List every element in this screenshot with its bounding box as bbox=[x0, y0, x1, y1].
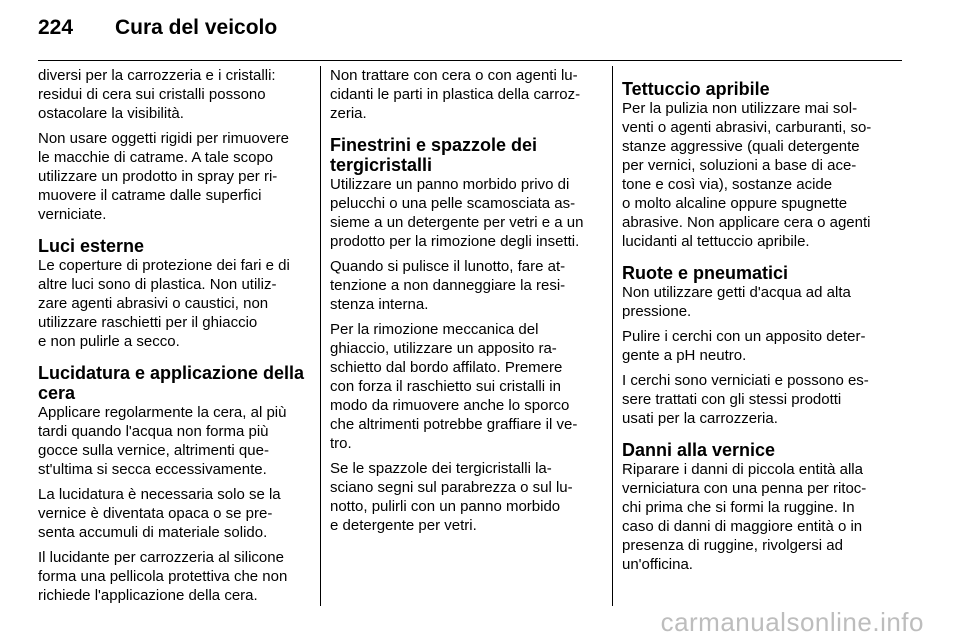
paragraph: Pulire i cerchi con un apposito deter- gente a pH neutro. bbox=[622, 328, 866, 364]
paragraph: Per la pulizia non utilizzare mai sol- venti o agenti abrasivi, carburanti, so- stanze aggressive (quali detergente per vernici, soluzioni a base di ace- tone e così via), sostanze acide o molto alcaline oppure spugnette abrasive. Non applicare cera o agenti lucidanti al tettuccio apribile. bbox=[622, 100, 872, 250]
heading-tettuccio: Tettuccio apribile bbox=[622, 79, 770, 99]
watermark: carmanualsonline.info bbox=[660, 607, 924, 637]
paragraph: Le coperture di protezione dei fari e di altre luci sono di plastica. Non utiliz- zare agenti abrasivi o caustici, non utilizzare raschietti per il ghiaccio e non pulirle a secco. bbox=[38, 257, 290, 350]
page-title: Cura del veicolo bbox=[115, 16, 278, 39]
column-divider bbox=[320, 66, 321, 606]
paragraph: Utilizzare un panno morbido privo di pelucchi o una pelle scamosciata as- sieme a un detergente per vetri e a un prodotto per la rimozione degli insetti. bbox=[330, 176, 584, 250]
heading-danni: Danni alla vernice bbox=[622, 440, 776, 460]
column-left bbox=[38, 66, 310, 611]
column-right bbox=[622, 66, 904, 580]
paragraph: Il lucidante per carrozzeria al silicone forma una pellicola protettiva che non richiede l'applicazione della cera. bbox=[38, 549, 288, 604]
paragraph: Quando si pulisce il lunotto, fare at- tenzione a non danneggiare la resi- stenza interna. bbox=[330, 258, 566, 313]
paragraph: Se le spazzole dei tergicristalli la- sciano segni sul parabrezza o sul lu- notto, pulirli con un panno morbido e detergente per vetri. bbox=[330, 460, 573, 534]
header-rule bbox=[38, 60, 902, 61]
page-number: 224 bbox=[38, 16, 74, 39]
paragraph: Non usare oggetti rigidi per rimuovere le macchie di catrame. A tale scopo utilizzare un prodotto in spray per ri- muovere il catrame dalle superfici verniciate. bbox=[38, 130, 289, 223]
heading-ruote: Ruote e pneumatici bbox=[622, 263, 789, 283]
paragraph: I cerchi sono verniciati e possono es- sere trattati con gli stessi prodotti usati per la carrozzeria. bbox=[622, 372, 869, 427]
column-divider bbox=[612, 66, 613, 606]
paragraph: Riparare i danni di piccola entità alla verniciatura con una penna per ritoc- chi prima che si formi la ruggine. In caso di danni di maggiore entità o in presenza di ruggine, rivolgersi ad un'officina. bbox=[622, 461, 867, 573]
paragraph: diversi per la carrozzeria e i cristalli: residui di cera sui cristalli possono ostacolare la visibilità. bbox=[38, 67, 276, 122]
paragraph: Per la rimozione meccanica del ghiaccio, utilizzare un apposito ra- schietto dal bordo affilato. Premere con forza il raschietto sui cristalli in modo da rimuovere anche lo sporco che altrimenti potrebbe graffiare il ve- tro. bbox=[330, 321, 578, 452]
heading-lucidatura: Lucidatura e applicazione della cera bbox=[38, 363, 305, 403]
paragraph: Non trattare con cera o con agenti lu- cidanti le parti in plastica della carroz- zeria. bbox=[330, 67, 581, 122]
heading-finestrini: Finestrini e spazzole dei tergicristalli bbox=[330, 135, 538, 175]
paragraph: Applicare regolarmente la cera, al più tardi quando l'acqua non forma più gocce sulla vernice, altrimenti que- st'ultima si secca eccessivamente. bbox=[38, 404, 287, 478]
paragraph: La lucidatura è necessaria solo se la vernice è diventata opaca o se pre- senta accumuli di materiale solido. bbox=[38, 486, 281, 541]
column-middle bbox=[330, 66, 602, 541]
page-header bbox=[38, 16, 277, 46]
paragraph: Non utilizzare getti d'acqua ad alta pressione. bbox=[622, 284, 851, 320]
heading-luci-esterne: Luci esterne bbox=[38, 236, 145, 256]
